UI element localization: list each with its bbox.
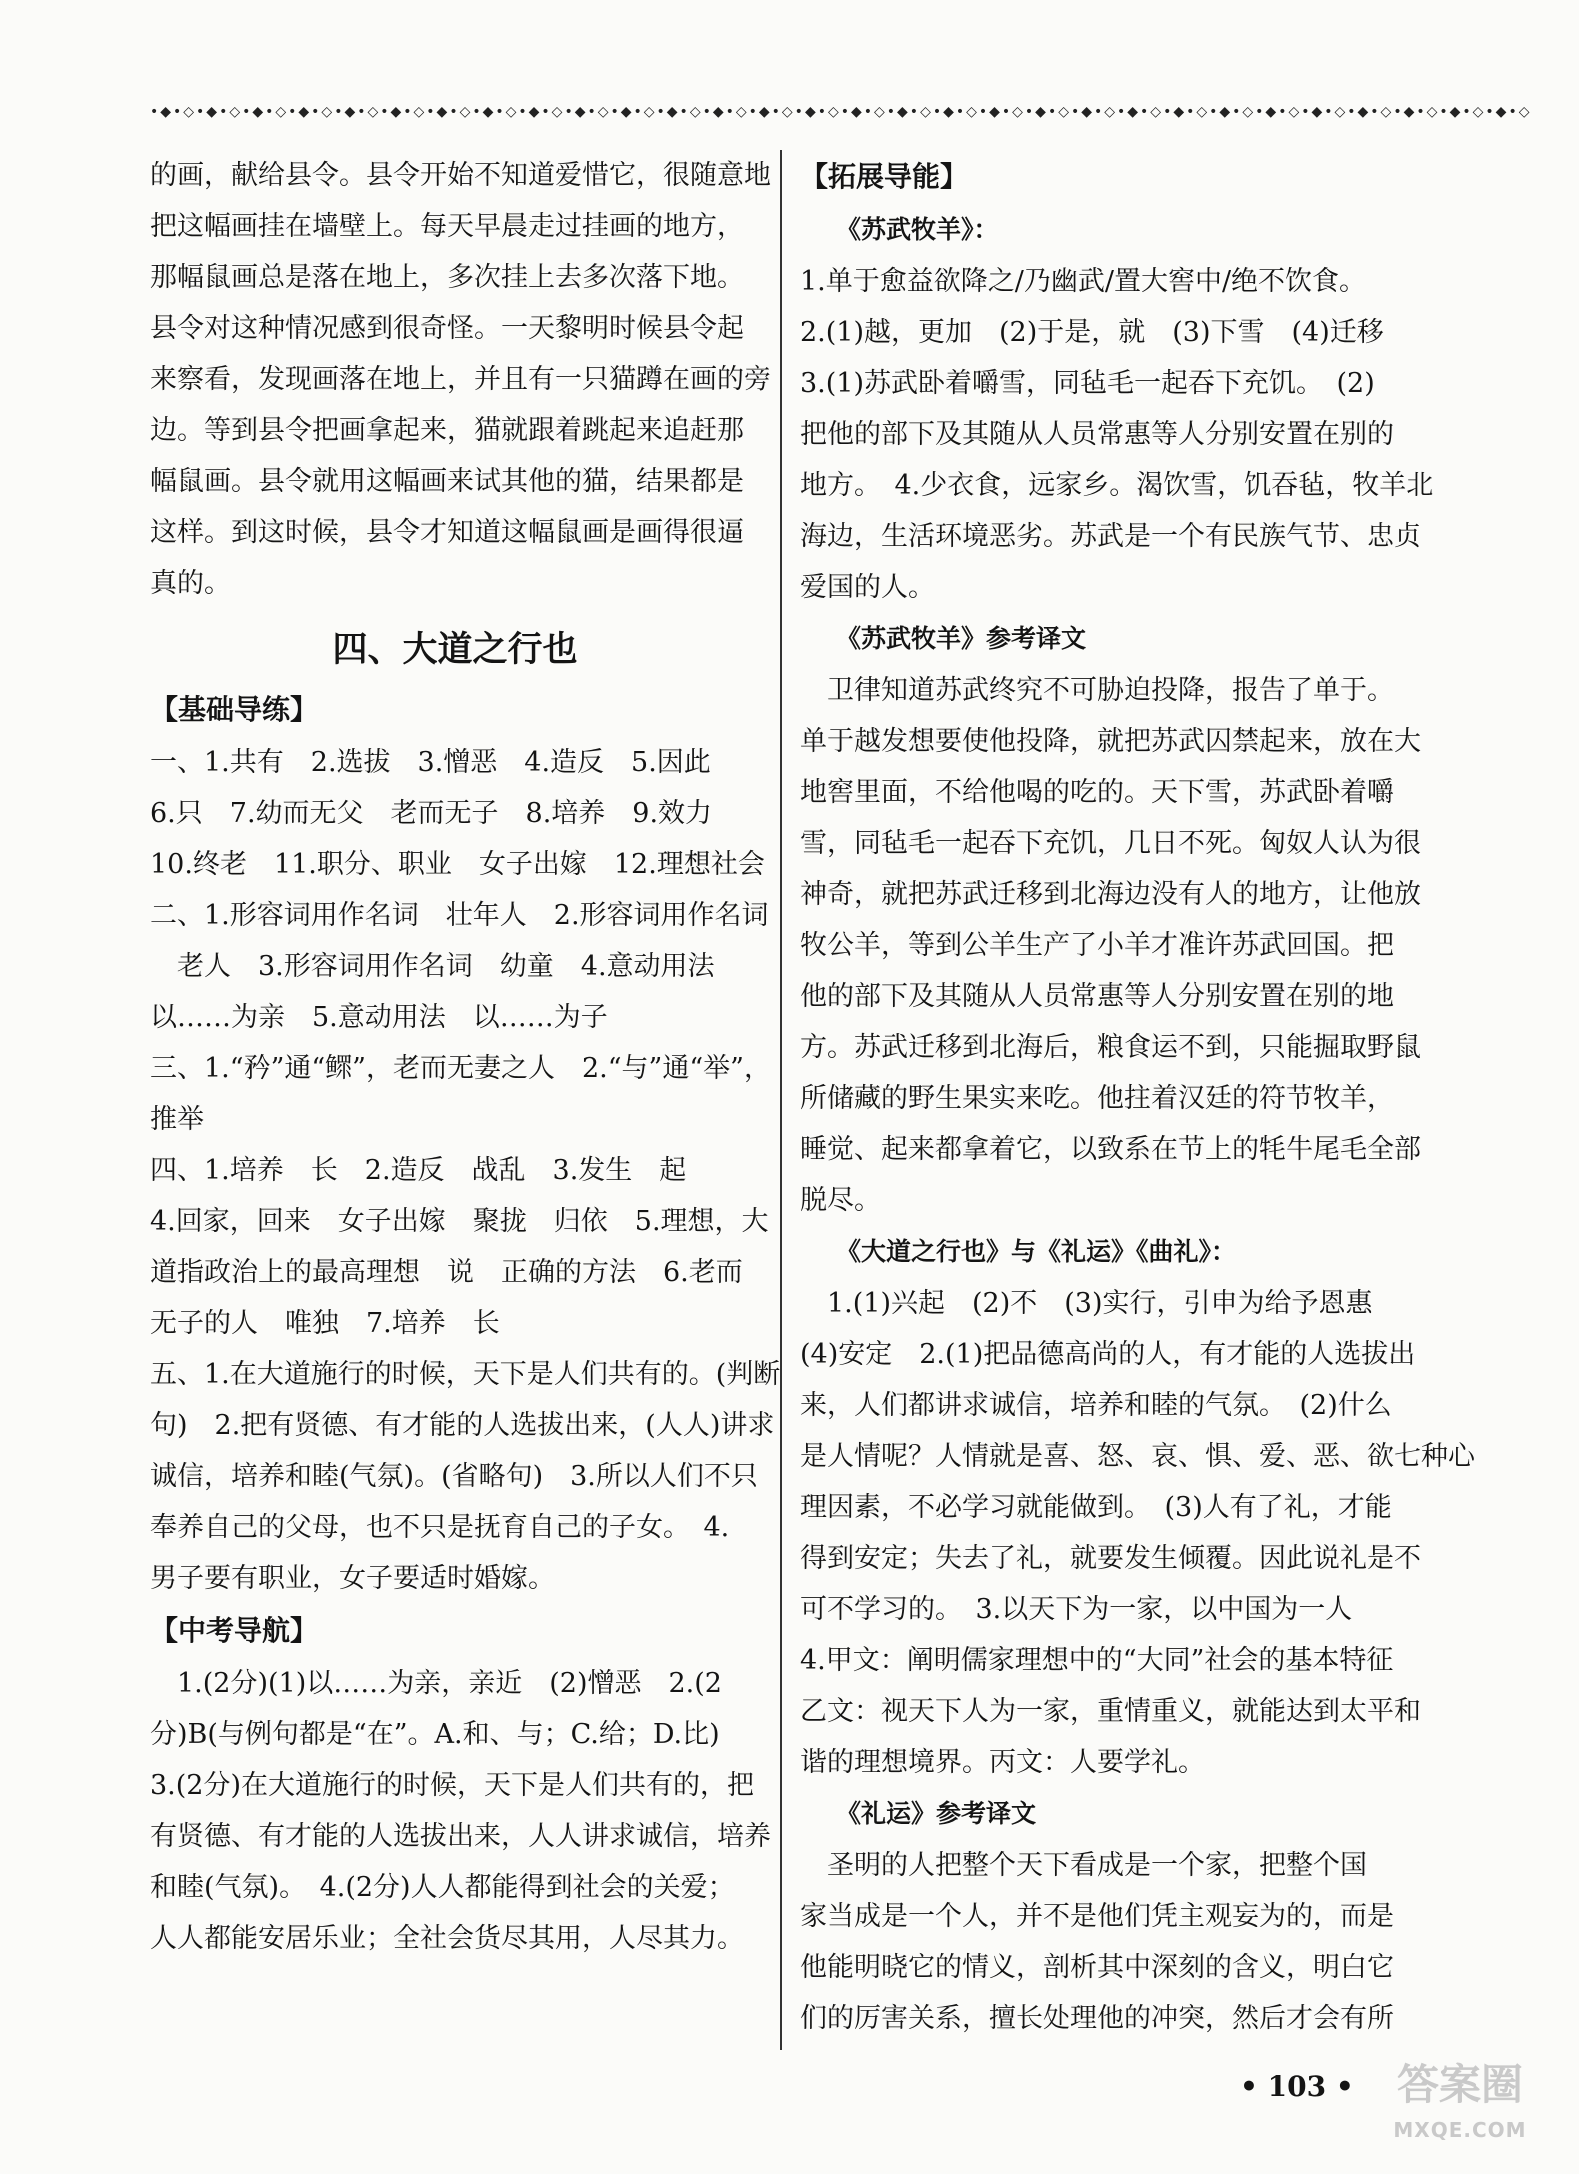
text-line: 理因素，不必学习就能做到。 (3)人有了礼，才能 [800,1492,1392,1523]
text-line: 一、1.共有 2.选拔 3.憎恶 4.造反 5.因此 [150,747,711,778]
text-line: 3.(2分)在大道施行的时候，天下是人们共有的，把 [150,1770,755,1801]
text-line: 1.(1)兴起 (2)不 (3)实行，引申为给予恩惠 [800,1288,1373,1319]
text-line: 县令对这种情况感到很奇怪。一天黎明时候县令起 [150,313,744,344]
text-line: 的画，献给县令。县令开始不知道爱惜它，很随意地 [150,160,771,191]
text-line: 牧公羊，等到公羊生产了小羊才准许苏武回国。把 [800,930,1394,961]
text-line: 2.(1)越，更加 (2)于是，就 (3)下雪 (4)迁移 [800,317,1384,348]
text-line: 1.单于愈益欲降之/乃幽武/置大窖中/绝不饮食。 [800,266,1367,297]
text-line: 五、1.在大道施行的时候，天下是人们共有的。(判断 [150,1359,781,1390]
text-line: 诚信，培养和睦(气氛)。(省略句) 3.所以人们不只 [150,1461,758,1492]
text-line: 分)B(与例句都是“在”。A.和、与；C.给；D.比) [150,1719,720,1750]
heading-basic-practice: 【基础导练】 [150,693,319,726]
text-line: 脱尽。 [800,1185,881,1216]
heading-extension: 【拓展导能】 [800,160,969,193]
watermark-url: MXQE.COM [1393,2118,1527,2142]
basic-practice-answers [150,737,781,1604]
text-line: 二、1.形容词用作名词 壮年人 2.形容词用作名词 [150,900,769,931]
text-line: 人人都能安居乐业；全社会货尽其用，人尽其力。 [150,1923,744,1954]
text-line: 那幅鼠画总是落在地上，多次挂上去多次落下地。 [150,262,744,293]
text-line: 6.只 7.幼而无父 老而无子 8.培养 9.效力 [150,798,713,829]
text-line: 男子要有职业，女子要适时婚嫁。 [150,1563,555,1594]
text-line: 推举 [150,1104,204,1135]
text-line: 幅鼠画。县令就用这幅画来试其他的猫，结果都是 [150,466,744,497]
section-title: 四、大道之行也 [332,630,578,670]
subheading-dadao-liyun: 《大道之行也》与《礼运》《曲礼》： [836,1237,1237,1266]
text-line: (4)安定 2.(1)把品德高尚的人，有才能的人选拔出 [800,1339,1416,1370]
text-line: 海边，生活环境恶劣。苏武是一个有民族气节、忠贞 [800,521,1421,552]
text-line: 圣明的人把整个天下看成是一个家，把整个国 [800,1850,1367,1881]
text-line: 把他的部下及其随从人员常惠等人分别安置在别的 [800,419,1394,450]
text-line: 句) 2.把有贤德、有才能的人选拔出来，(人人)讲求 [150,1410,775,1441]
text-line: 三、1.“矜”通“鳏”，老而无妻之人 2.“与”通“举”， [150,1053,771,1084]
text-line: 所储藏的野生果实来吃。他拄着汉廷的符节牧羊， [800,1083,1394,1114]
watermark-text: 答案圈 [1396,2060,1523,2109]
text-line: 是人情呢？人情就是喜、怒、哀、惧、爱、恶、欲七种心 [800,1441,1475,1472]
text-line: 道指政治上的最高理想 说 正确的方法 6.老而 [150,1257,743,1288]
text-line: 地方。 4.少衣食，远家乡。渴饮雪，饥吞毡，牧羊北 [800,470,1434,501]
text-line: 可不学习的。 3.以天下为一家，以中国为一人 [800,1594,1353,1625]
heading-exam-navigation: 【中考导航】 [150,1614,319,1647]
text-line: 雪，同毡毛一起吞下充饥，几日不死。匈奴人认为很 [800,828,1421,859]
text-line: 单于越发想要使他投降，就把苏武囚禁起来，放在大 [800,726,1421,757]
text-line: 真的。 [150,568,231,599]
text-line: 卫律知道苏武终究不可胁迫投降，报告了单于。 [800,675,1394,706]
text-line: 爱国的人。 [800,572,935,603]
page-number: • 103 • [1240,2070,1354,2103]
subheading-suwu-translation: 《苏武牧羊》参考译文 [836,624,1087,653]
text-line: 他能明晓它的情义，剖析其中深刻的含义，明白它 [800,1952,1394,1983]
column-divider [780,150,782,2050]
text-line: 睡觉、起来都拿着它，以致系在节上的牦牛尾毛全部 [800,1134,1421,1165]
text-line: 来，人们都讲求诚信，培养和睦的气氛。 (2)什么 [800,1390,1392,1421]
text-line: 把这幅画挂在墙壁上。每天早晨走过挂画的地方， [150,211,744,242]
text-line: 4.回家，回来 女子出嫁 聚拢 归依 5.理想，大 [150,1206,769,1237]
text-line: 地窖里面，不给他喝的吃的。天下雪，苏武卧着嚼 [800,777,1394,808]
left-column [150,150,781,1964]
text-line: 乙文：视天下人为一家，重情重义，就能达到太平和 [800,1696,1421,1727]
dadao-liyun-answers [800,1278,1475,1788]
text-line: 老人 3.形容词用作名词 幼童 4.意动用法 [150,951,715,982]
subheading-liyun-translation: 《礼运》参考译文 [836,1799,1037,1828]
text-line: 谐的理想境界。丙文：人要学礼。 [800,1747,1205,1778]
text-line: 四、1.培养 长 2.造反 战乱 3.发生 起 [150,1155,687,1186]
liyun-translation [800,1840,1400,2044]
text-line: 奉养自己的父母，也不只是抚育自己的子女。 4. [150,1512,730,1543]
exam-navigation-answers [150,1658,771,1964]
text-line: 10.终老 11.职分、职业 女子出嫁 12.理想社会 [150,849,765,880]
text-line: 来察看，发现画落在地上，并且有一只猫蹲在画的旁 [150,364,771,395]
watermark-logo [1370,2055,1550,2165]
text-line: 这样。到这时候，县令才知道这幅鼠画是画得很逼 [150,517,744,548]
continued-paragraph [150,150,771,609]
text-line: 方。苏武迁移到北海后，粮食运不到，只能掘取野鼠 [800,1032,1421,1063]
text-line: 以……为亲 5.意动用法 以……为子 [150,1002,608,1033]
text-line: 3.(1)苏武卧着嚼雪，同毡毛一起吞下充饥。 (2) [800,368,1375,399]
text-line: 4.甲文：阐明儒家理想中的“大同”社会的基本特征 [800,1645,1394,1676]
text-line: 神奇，就把苏武迁移到北海边没有人的地方，让他放 [800,879,1421,910]
suwu-translation [800,665,1421,1226]
text-line: 和睦(气氛)。 4.(2分)人人都能得到社会的关爱； [150,1872,735,1903]
text-line: 有贤德、有才能的人选拔出来，人人讲求诚信，培养 [150,1821,771,1852]
text-line: 边。等到县令把画拿起来，猫就跟着跳起来追赶那 [150,415,744,446]
text-line: 们的厉害关系，擅长处理他的冲突，然后才会有所 [800,2003,1394,2034]
text-line: 他的部下及其随从人员常惠等人分别安置在别的地 [800,981,1394,1012]
suwu-answers [800,256,1434,613]
top-dotted-border: •◆•◇•◆•◇•◆•◇•◆•◇•◆•◇•◆•◇•◆•◇•◆•◇•◆•◇•◆•◇•◆•◇•◆•◇•◆•◇•◆•◇•◆•◇•◆•◇•◆•◇•◆•◇•◆•◇•◆•◇•◆•◇•◆•◇•◆•◇•◆•◇•◆•◇•◆•◇•◆•◇•◆•◇•◆•◇•◆•◇ [150,104,1532,120]
text-line: 家当成是一个人，并不是他们凭主观妄为的，而是 [800,1901,1394,1932]
text-line: 无子的人 唯独 7.培养 长 [150,1308,500,1339]
text-line: 1.(2分)(1)以……为亲，亲近 (2)憎恶 2.(2 [150,1668,722,1699]
right-column [800,150,1475,2044]
subheading-suwu: 《苏武牧羊》： [836,215,999,244]
text-line: 得到安定；失去了礼，就要发生倾覆。因此说礼是不 [800,1543,1421,1574]
